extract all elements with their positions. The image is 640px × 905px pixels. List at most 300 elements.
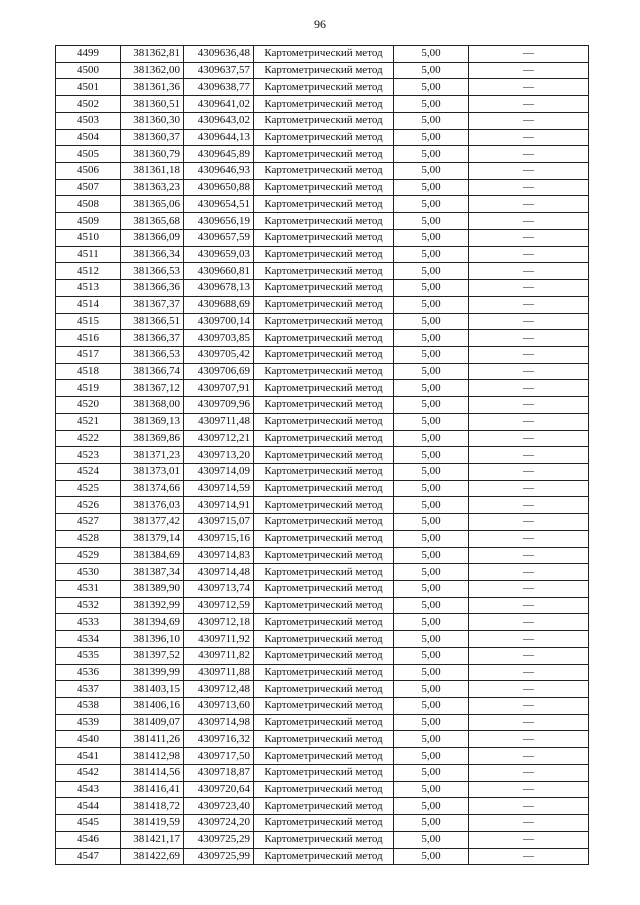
accuracy-cell: 5,00 [394, 764, 469, 781]
point-number-cell: 4544 [56, 798, 121, 815]
coordinate-y-cell: 4309646,93 [184, 163, 254, 180]
table-row [56, 96, 589, 113]
accuracy-cell: 5,00 [394, 664, 469, 681]
method-cell: Картометрический метод [254, 631, 394, 648]
description-cell: — [469, 112, 589, 129]
coordinate-y-cell: 4309713,74 [184, 581, 254, 598]
coordinate-x-cell: 381366,34 [121, 246, 184, 263]
coordinate-y-cell: 4309713,20 [184, 447, 254, 464]
description-cell: — [469, 798, 589, 815]
coordinate-x-cell: 381361,18 [121, 163, 184, 180]
point-number-cell: 4514 [56, 296, 121, 313]
description-cell: — [469, 163, 589, 180]
accuracy-cell: 5,00 [394, 79, 469, 96]
description-cell: — [469, 330, 589, 347]
description-cell: — [469, 815, 589, 832]
accuracy-cell: 5,00 [394, 614, 469, 631]
coordinate-x-cell: 381360,30 [121, 112, 184, 129]
method-cell: Картометрический метод [254, 163, 394, 180]
coordinate-x-cell: 381374,66 [121, 480, 184, 497]
accuracy-cell: 5,00 [394, 46, 469, 63]
point-number-cell: 4528 [56, 530, 121, 547]
point-number-cell: 4513 [56, 280, 121, 297]
table-row [56, 698, 589, 715]
accuracy-cell: 5,00 [394, 447, 469, 464]
description-cell: — [469, 246, 589, 263]
description-cell: — [469, 263, 589, 280]
coordinate-y-cell: 4309638,77 [184, 79, 254, 96]
coordinate-x-cell: 381366,37 [121, 330, 184, 347]
coordinate-y-cell: 4309725,29 [184, 831, 254, 848]
description-cell: — [469, 229, 589, 246]
description-cell: — [469, 564, 589, 581]
coordinate-y-cell: 4309645,89 [184, 146, 254, 163]
method-cell: Картометрический метод [254, 313, 394, 330]
table-row [56, 296, 589, 313]
coordinates-table [55, 45, 589, 865]
table-row [56, 163, 589, 180]
table-row [56, 46, 589, 63]
description-cell: — [469, 631, 589, 648]
point-number-cell: 4543 [56, 781, 121, 798]
point-number-cell: 4516 [56, 330, 121, 347]
point-number-cell: 4518 [56, 363, 121, 380]
table-row [56, 731, 589, 748]
point-number-cell: 4537 [56, 681, 121, 698]
description-cell: — [469, 447, 589, 464]
point-number-cell: 4519 [56, 380, 121, 397]
accuracy-cell: 5,00 [394, 547, 469, 564]
accuracy-cell: 5,00 [394, 163, 469, 180]
table-row [56, 831, 589, 848]
table-row [56, 430, 589, 447]
accuracy-cell: 5,00 [394, 514, 469, 531]
coordinate-y-cell: 4309643,02 [184, 112, 254, 129]
method-cell: Картометрический метод [254, 597, 394, 614]
description-cell: — [469, 280, 589, 297]
accuracy-cell: 5,00 [394, 363, 469, 380]
coordinate-x-cell: 381422,69 [121, 848, 184, 865]
description-cell: — [469, 46, 589, 63]
accuracy-cell: 5,00 [394, 112, 469, 129]
method-cell: Картометрический метод [254, 346, 394, 363]
point-number-cell: 4512 [56, 263, 121, 280]
coordinate-y-cell: 4309717,50 [184, 748, 254, 765]
accuracy-cell: 5,00 [394, 146, 469, 163]
coordinate-x-cell: 381367,37 [121, 296, 184, 313]
point-number-cell: 4517 [56, 346, 121, 363]
accuracy-cell: 5,00 [394, 330, 469, 347]
method-cell: Картометрический метод [254, 196, 394, 213]
table-row [56, 748, 589, 765]
method-cell: Картометрический метод [254, 614, 394, 631]
point-number-cell: 4515 [56, 313, 121, 330]
description-cell: — [469, 346, 589, 363]
description-cell: — [469, 831, 589, 848]
point-number-cell: 4545 [56, 815, 121, 832]
coordinate-x-cell: 381366,53 [121, 346, 184, 363]
coordinate-y-cell: 4309714,83 [184, 547, 254, 564]
coordinate-x-cell: 381399,99 [121, 664, 184, 681]
point-number-cell: 4504 [56, 129, 121, 146]
table-row [56, 380, 589, 397]
coordinate-y-cell: 4309718,87 [184, 764, 254, 781]
point-number-cell: 4534 [56, 631, 121, 648]
description-cell: — [469, 764, 589, 781]
description-cell: — [469, 213, 589, 230]
description-cell: — [469, 196, 589, 213]
table-row [56, 413, 589, 430]
method-cell: Картометрический метод [254, 480, 394, 497]
accuracy-cell: 5,00 [394, 96, 469, 113]
description-cell: — [469, 547, 589, 564]
point-number-cell: 4542 [56, 764, 121, 781]
coordinate-x-cell: 381421,17 [121, 831, 184, 848]
coordinate-y-cell: 4309657,59 [184, 229, 254, 246]
description-cell: — [469, 463, 589, 480]
description-cell: — [469, 413, 589, 430]
coordinate-y-cell: 4309711,82 [184, 647, 254, 664]
method-cell: Картометрический метод [254, 79, 394, 96]
coordinate-x-cell: 381373,01 [121, 463, 184, 480]
coordinate-y-cell: 4309637,57 [184, 62, 254, 79]
accuracy-cell: 5,00 [394, 597, 469, 614]
accuracy-cell: 5,00 [394, 397, 469, 414]
point-number-cell: 4508 [56, 196, 121, 213]
coordinate-y-cell: 4309644,13 [184, 129, 254, 146]
coordinate-y-cell: 4309715,16 [184, 530, 254, 547]
table-row [56, 79, 589, 96]
table-row [56, 447, 589, 464]
table-row [56, 213, 589, 230]
accuracy-cell: 5,00 [394, 497, 469, 514]
method-cell: Картометрический метод [254, 530, 394, 547]
coordinate-y-cell: 4309711,88 [184, 664, 254, 681]
coordinate-x-cell: 381369,86 [121, 430, 184, 447]
coordinate-x-cell: 381365,06 [121, 196, 184, 213]
coordinate-y-cell: 4309678,13 [184, 280, 254, 297]
accuracy-cell: 5,00 [394, 280, 469, 297]
table-row [56, 330, 589, 347]
coordinate-x-cell: 381396,10 [121, 631, 184, 648]
method-cell: Картометрический метод [254, 46, 394, 63]
coordinate-x-cell: 381366,36 [121, 280, 184, 297]
coordinate-y-cell: 4309709,96 [184, 397, 254, 414]
method-cell: Картометрический метод [254, 681, 394, 698]
coordinate-y-cell: 4309659,03 [184, 246, 254, 263]
method-cell: Картометрический метод [254, 848, 394, 865]
coordinate-x-cell: 381360,51 [121, 96, 184, 113]
point-number-cell: 4505 [56, 146, 121, 163]
description-cell: — [469, 748, 589, 765]
coordinate-x-cell: 381414,56 [121, 764, 184, 781]
table-row [56, 497, 589, 514]
coordinate-x-cell: 381418,72 [121, 798, 184, 815]
coordinate-y-cell: 4309705,42 [184, 346, 254, 363]
point-number-cell: 4522 [56, 430, 121, 447]
method-cell: Картометрический метод [254, 380, 394, 397]
coordinate-x-cell: 381367,12 [121, 380, 184, 397]
method-cell: Картометрический метод [254, 363, 394, 380]
accuracy-cell: 5,00 [394, 179, 469, 196]
method-cell: Картометрический метод [254, 714, 394, 731]
coordinate-x-cell: 381366,53 [121, 263, 184, 280]
coordinate-x-cell: 381406,16 [121, 698, 184, 715]
method-cell: Картометрический метод [254, 213, 394, 230]
method-cell: Картометрический метод [254, 263, 394, 280]
accuracy-cell: 5,00 [394, 848, 469, 865]
point-number-cell: 4529 [56, 547, 121, 564]
accuracy-cell: 5,00 [394, 380, 469, 397]
description-cell: — [469, 614, 589, 631]
accuracy-cell: 5,00 [394, 798, 469, 815]
coordinate-y-cell: 4309714,98 [184, 714, 254, 731]
method-cell: Картометрический метод [254, 514, 394, 531]
point-number-cell: 4501 [56, 79, 121, 96]
coordinate-y-cell: 4309713,60 [184, 698, 254, 715]
coordinate-y-cell: 4309714,59 [184, 480, 254, 497]
point-number-cell: 4530 [56, 564, 121, 581]
coordinate-y-cell: 4309712,18 [184, 614, 254, 631]
accuracy-cell: 5,00 [394, 129, 469, 146]
description-cell: — [469, 514, 589, 531]
table-row [56, 815, 589, 832]
accuracy-cell: 5,00 [394, 213, 469, 230]
description-cell: — [469, 731, 589, 748]
description-cell: — [469, 363, 589, 380]
accuracy-cell: 5,00 [394, 463, 469, 480]
point-number-cell: 4541 [56, 748, 121, 765]
table-row [56, 62, 589, 79]
coordinate-x-cell: 381362,81 [121, 46, 184, 63]
method-cell: Картометрический метод [254, 280, 394, 297]
method-cell: Картометрический метод [254, 664, 394, 681]
method-cell: Картометрический метод [254, 463, 394, 480]
coordinate-x-cell: 381362,00 [121, 62, 184, 79]
description-cell: — [469, 179, 589, 196]
coordinate-x-cell: 381409,07 [121, 714, 184, 731]
point-number-cell: 4502 [56, 96, 121, 113]
description-cell: — [469, 581, 589, 598]
description-cell: — [469, 681, 589, 698]
coordinate-y-cell: 4309654,51 [184, 196, 254, 213]
coordinate-y-cell: 4309712,21 [184, 430, 254, 447]
description-cell: — [469, 781, 589, 798]
table-row [56, 463, 589, 480]
coordinate-x-cell: 381368,00 [121, 397, 184, 414]
method-cell: Картометрический метод [254, 146, 394, 163]
table-row [56, 597, 589, 614]
point-number-cell: 4526 [56, 497, 121, 514]
point-number-cell: 4521 [56, 413, 121, 430]
method-cell: Картометрический метод [254, 112, 394, 129]
table-row [56, 798, 589, 815]
method-cell: Картометрический метод [254, 547, 394, 564]
table-row [56, 614, 589, 631]
coordinate-x-cell: 381360,37 [121, 129, 184, 146]
method-cell: Картометрический метод [254, 581, 394, 598]
coordinate-y-cell: 4309656,19 [184, 213, 254, 230]
coordinate-y-cell: 4309703,85 [184, 330, 254, 347]
method-cell: Картометрический метод [254, 397, 394, 414]
method-cell: Картометрический метод [254, 647, 394, 664]
coordinate-x-cell: 381363,23 [121, 179, 184, 196]
coordinate-y-cell: 4309700,14 [184, 313, 254, 330]
description-cell: — [469, 714, 589, 731]
coordinate-y-cell: 4309724,20 [184, 815, 254, 832]
coordinate-x-cell: 381369,13 [121, 413, 184, 430]
description-cell: — [469, 597, 589, 614]
point-number-cell: 4500 [56, 62, 121, 79]
method-cell: Картометрический метод [254, 798, 394, 815]
description-cell: — [469, 129, 589, 146]
coordinate-x-cell: 381376,03 [121, 497, 184, 514]
method-cell: Картометрический метод [254, 831, 394, 848]
coordinate-x-cell: 381366,09 [121, 229, 184, 246]
table-row [56, 246, 589, 263]
coordinate-y-cell: 4309714,91 [184, 497, 254, 514]
method-cell: Картометрический метод [254, 296, 394, 313]
method-cell: Картометрический метод [254, 781, 394, 798]
method-cell: Картометрический метод [254, 497, 394, 514]
table-row [56, 514, 589, 531]
description-cell: — [469, 430, 589, 447]
table-row [56, 146, 589, 163]
accuracy-cell: 5,00 [394, 430, 469, 447]
method-cell: Картометрический метод [254, 96, 394, 113]
accuracy-cell: 5,00 [394, 714, 469, 731]
method-cell: Картометрический метод [254, 564, 394, 581]
table-row [56, 848, 589, 865]
coordinate-y-cell: 4309711,92 [184, 631, 254, 648]
point-number-cell: 4525 [56, 480, 121, 497]
point-number-cell: 4527 [56, 514, 121, 531]
method-cell: Картометрический метод [254, 129, 394, 146]
coordinate-y-cell: 4309720,64 [184, 781, 254, 798]
coordinate-y-cell: 4309650,88 [184, 179, 254, 196]
accuracy-cell: 5,00 [394, 647, 469, 664]
coordinate-x-cell: 381412,98 [121, 748, 184, 765]
method-cell: Картометрический метод [254, 246, 394, 263]
accuracy-cell: 5,00 [394, 313, 469, 330]
table-row [56, 346, 589, 363]
point-number-cell: 4520 [56, 397, 121, 414]
coordinate-y-cell: 4309660,81 [184, 263, 254, 280]
description-cell: — [469, 698, 589, 715]
description-cell: — [469, 497, 589, 514]
method-cell: Картометрический метод [254, 413, 394, 430]
point-number-cell: 4546 [56, 831, 121, 848]
accuracy-cell: 5,00 [394, 781, 469, 798]
coordinate-x-cell: 381416,41 [121, 781, 184, 798]
description-cell: — [469, 530, 589, 547]
accuracy-cell: 5,00 [394, 681, 469, 698]
description-cell: — [469, 848, 589, 865]
accuracy-cell: 5,00 [394, 698, 469, 715]
table-row [56, 480, 589, 497]
point-number-cell: 4536 [56, 664, 121, 681]
point-number-cell: 4524 [56, 463, 121, 480]
point-number-cell: 4538 [56, 698, 121, 715]
point-number-cell: 4507 [56, 179, 121, 196]
table-row [56, 647, 589, 664]
accuracy-cell: 5,00 [394, 530, 469, 547]
table-row [56, 714, 589, 731]
description-cell: — [469, 296, 589, 313]
coordinate-y-cell: 4309714,48 [184, 564, 254, 581]
point-number-cell: 4509 [56, 213, 121, 230]
point-number-cell: 4539 [56, 714, 121, 731]
coordinate-y-cell: 4309641,02 [184, 96, 254, 113]
description-cell: — [469, 480, 589, 497]
table-row [56, 112, 589, 129]
description-cell: — [469, 146, 589, 163]
table-row [56, 196, 589, 213]
table-row [56, 263, 589, 280]
table-row [56, 229, 589, 246]
method-cell: Картометрический метод [254, 330, 394, 347]
accuracy-cell: 5,00 [394, 748, 469, 765]
point-number-cell: 4523 [56, 447, 121, 464]
accuracy-cell: 5,00 [394, 263, 469, 280]
coordinate-x-cell: 381419,59 [121, 815, 184, 832]
table-row [56, 363, 589, 380]
coordinate-y-cell: 4309688,69 [184, 296, 254, 313]
accuracy-cell: 5,00 [394, 581, 469, 598]
coordinate-y-cell: 4309716,32 [184, 731, 254, 748]
coordinate-x-cell: 381379,14 [121, 530, 184, 547]
coordinate-x-cell: 381361,36 [121, 79, 184, 96]
accuracy-cell: 5,00 [394, 346, 469, 363]
point-number-cell: 4510 [56, 229, 121, 246]
table-row [56, 530, 589, 547]
point-number-cell: 4547 [56, 848, 121, 865]
accuracy-cell: 5,00 [394, 229, 469, 246]
method-cell: Картометрический метод [254, 698, 394, 715]
coordinate-x-cell: 381360,79 [121, 146, 184, 163]
table-row [56, 631, 589, 648]
table-row [56, 564, 589, 581]
accuracy-cell: 5,00 [394, 196, 469, 213]
accuracy-cell: 5,00 [394, 815, 469, 832]
coordinate-x-cell: 381389,90 [121, 581, 184, 598]
coordinate-x-cell: 381366,51 [121, 313, 184, 330]
coordinate-x-cell: 381387,34 [121, 564, 184, 581]
method-cell: Картометрический метод [254, 815, 394, 832]
accuracy-cell: 5,00 [394, 62, 469, 79]
page-number: 96 [314, 17, 326, 31]
accuracy-cell: 5,00 [394, 413, 469, 430]
accuracy-cell: 5,00 [394, 731, 469, 748]
coordinate-y-cell: 4309723,40 [184, 798, 254, 815]
table-row [56, 681, 589, 698]
point-number-cell: 4533 [56, 614, 121, 631]
coordinate-x-cell: 381365,68 [121, 213, 184, 230]
coordinate-x-cell: 381366,74 [121, 363, 184, 380]
description-cell: — [469, 397, 589, 414]
coordinate-y-cell: 4309706,69 [184, 363, 254, 380]
coordinate-x-cell: 381397,52 [121, 647, 184, 664]
accuracy-cell: 5,00 [394, 480, 469, 497]
method-cell: Картометрический метод [254, 764, 394, 781]
method-cell: Картометрический метод [254, 447, 394, 464]
coordinate-y-cell: 4309715,07 [184, 514, 254, 531]
accuracy-cell: 5,00 [394, 631, 469, 648]
coordinate-x-cell: 381371,23 [121, 447, 184, 464]
coordinate-x-cell: 381377,42 [121, 514, 184, 531]
method-cell: Картометрический метод [254, 748, 394, 765]
point-number-cell: 4531 [56, 581, 121, 598]
